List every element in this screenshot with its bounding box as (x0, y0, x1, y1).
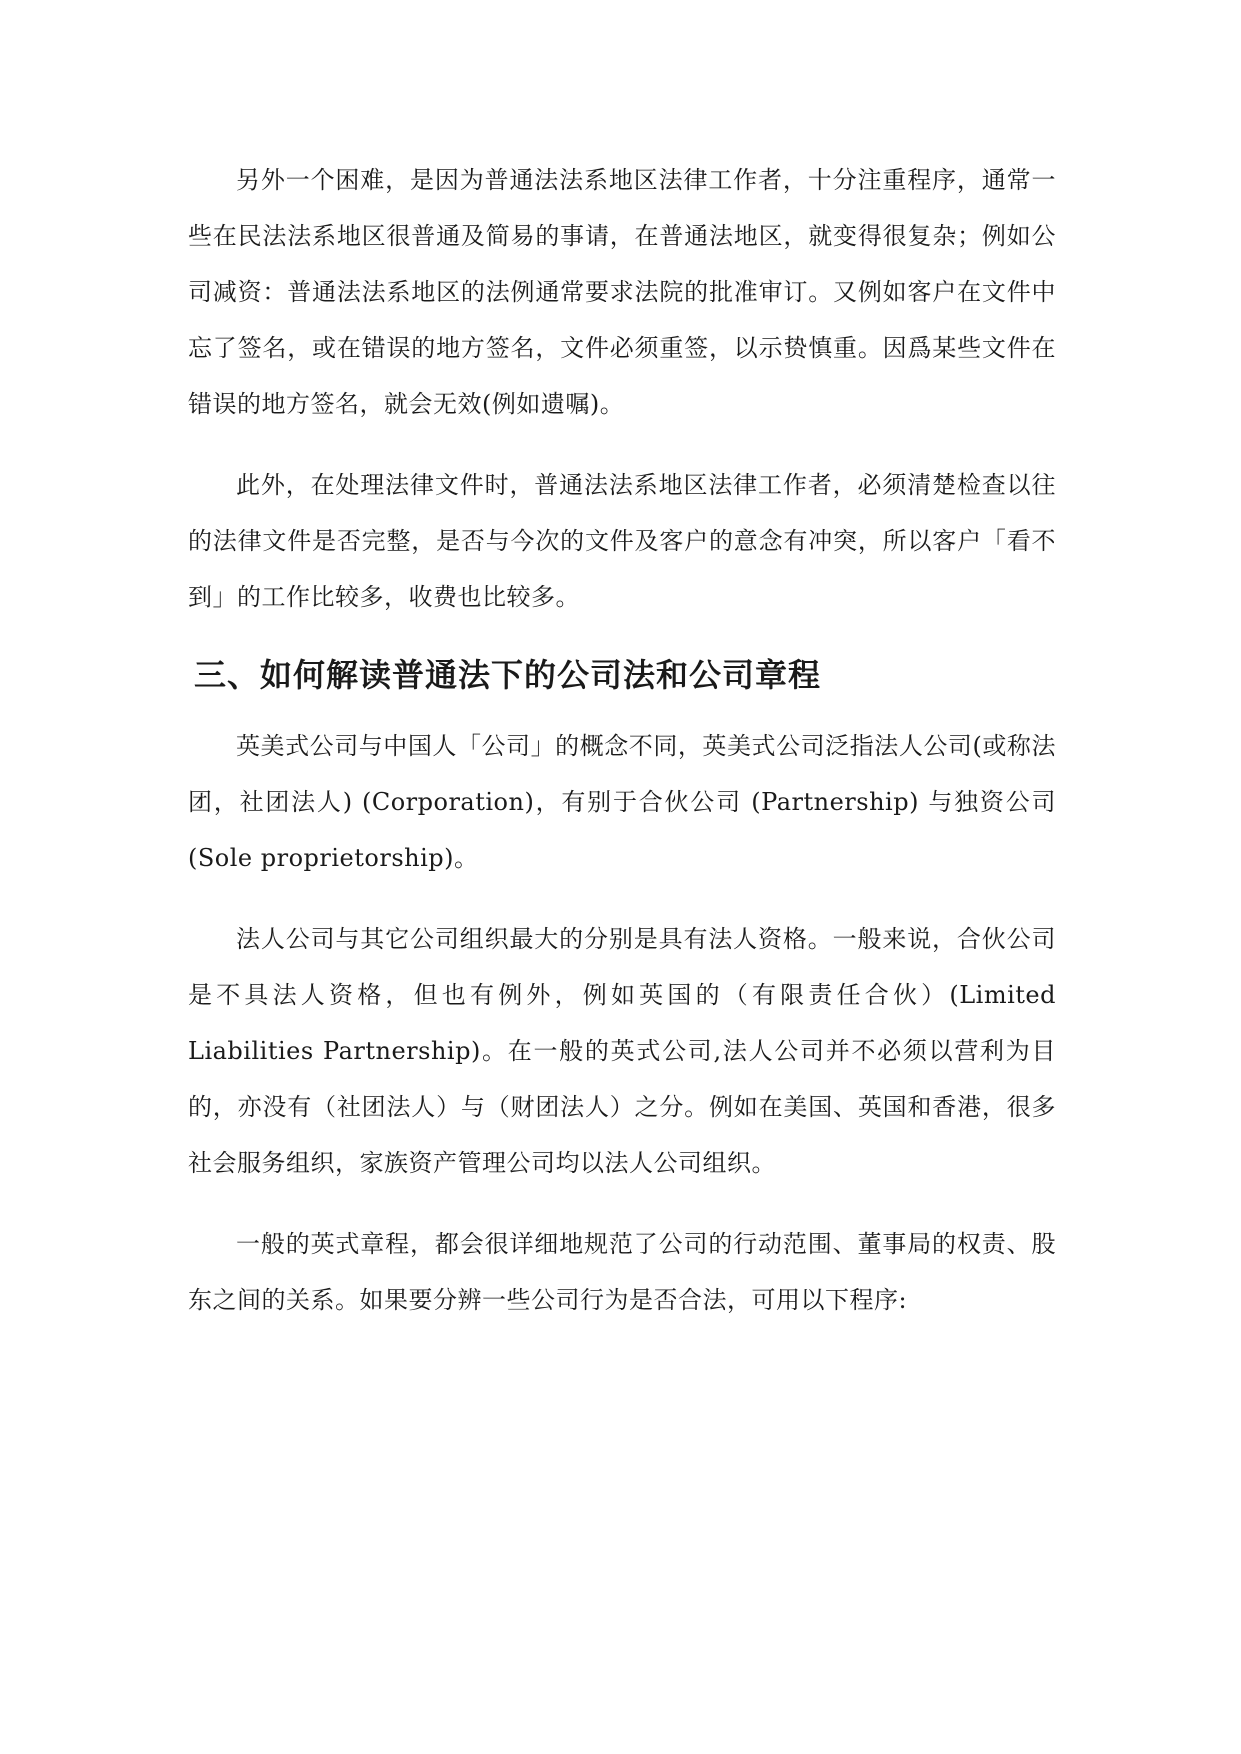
paragraph-procedure-difficulty: 另外一个困难，是因为普通法法系地区法律工作者，十分注重程序，通常一些在民法法系地区很普通及简易的事请，在普通法地区，就变得很复杂；例如公司减资：普通法法系地区的法例通常要求法院的批准审订。又例如客户在文件中忘了签名，或在错误的地方签名，文件必须重签，以示贽慎重。因爲某些文件在错误的地方签名，就会无效(例如遗嘱)。 (188, 166, 1056, 418)
paragraph-company-concept: 英美式公司与中国人「公司」的概念不同，英美式公司泛指法人公司(或称法团，社团法人) (Corporation)，有别于合伙公司 (Partnership) 与独资公司 (Sole proprietorship)。 (188, 732, 1056, 872)
section-heading: 三、如何解读普通法下的公司法和公司章程 (194, 656, 822, 694)
paragraph-document-review: 此外，在处理法律文件时，普通法法系地区法律工作者，必须清楚检查以往的法律文件是否完整，是否与今次的文件及客户的意念有冲突，所以客户「看不到」的工作比较多，收费也比较多。 (188, 471, 1056, 611)
paragraph-legal-personality: 法人公司与其它公司组织最大的分别是具有法人资格。一般来说，合伙公司是不具法人资格，但也有例外，例如英国的（有限责任合伙）(Limited Liabilities Partnership)。在一般的英式公司,法人公司并不必须以营利为目的，亦没有（社团法人）与（财团法人）之分。例如在美国、英国和香港，很多社会服务组织，家族资产管理公司均以法人公司组织。 (188, 925, 1056, 1177)
document-body (188, 152, 1056, 1353)
paragraph-articles-of-association: 一般的英式章程，都会很详细地规范了公司的行动范围、董事局的权责、股东之间的关系。如果要分辨一些公司行为是否合法，可用以下程序: (188, 1230, 1056, 1314)
